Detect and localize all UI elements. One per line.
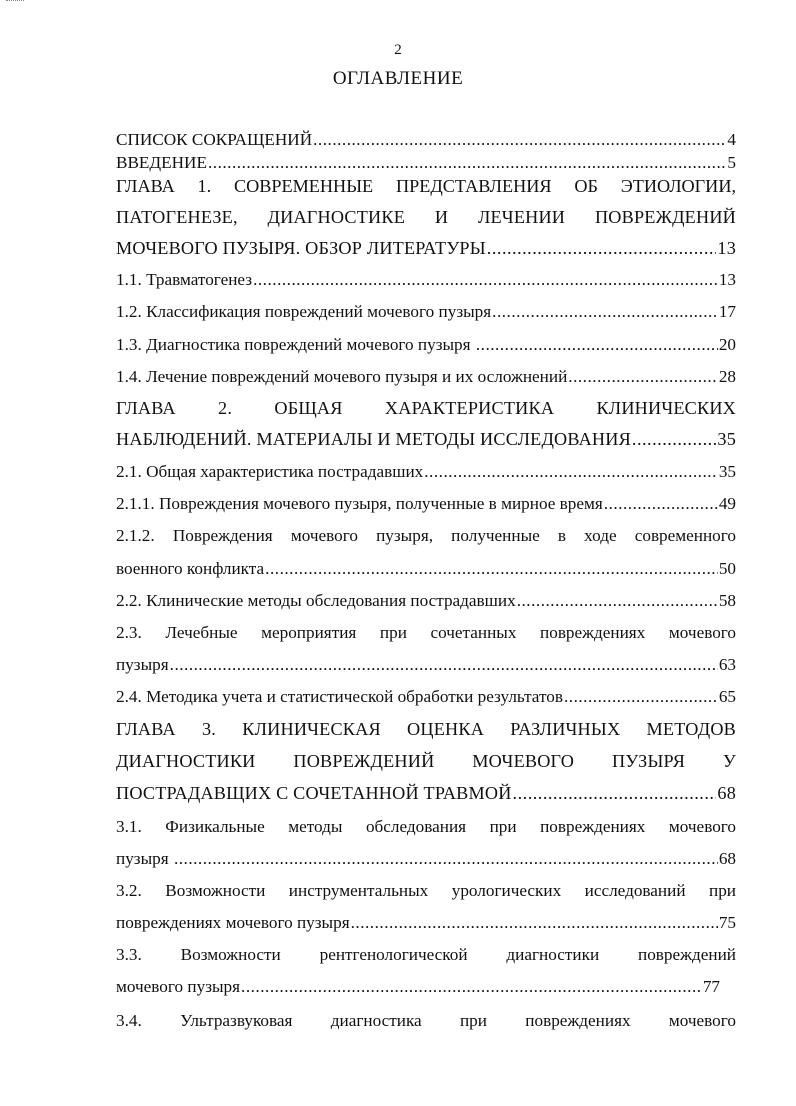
toc-entry-text: 1.1. Травматогенез: [116, 270, 253, 289]
toc-entry-introduction[interactable]: [116, 151, 736, 175]
toc-leader-dots: [568, 365, 718, 389]
toc-entry-2-4[interactable]: [116, 685, 736, 709]
toc-page-number: 68: [718, 849, 736, 868]
toc-entry-3-1-line-1[interactable]: 3.1. Физикальные методы обследования при повреждениях мочевого: [116, 817, 736, 836]
toc-entry-text: 1.3. Диагностика повреждений мочевого пузыря: [116, 335, 475, 354]
toc-entry-text: 1.2. Классификация повреждений мочевого пузыря: [116, 302, 492, 321]
toc-entry-text: МОЧЕВОГО ПУЗЫРЯ. ОБЗОР ЛИТЕРАТУРЫ: [116, 238, 486, 258]
toc-entry-text: 2.1.1. Повреждения мочевого пузыря, полученные в мирное время: [116, 494, 603, 513]
toc-entry-3-4-line-1[interactable]: 3.4. Ультразвуковая диагностика при повреждениях мочевого: [116, 1011, 736, 1030]
toc-entry-text: военного конфликта: [116, 559, 265, 578]
toc-page-number: 20: [718, 335, 736, 354]
toc-chapter-3-line-3[interactable]: [116, 781, 736, 805]
toc-entry-3-1-line-2[interactable]: [116, 847, 736, 871]
toc-leader-dots: [476, 333, 718, 357]
toc-page-number: 75: [718, 913, 736, 932]
toc-page-number: 50: [718, 559, 736, 578]
toc-entry-text: 2.2. Клинические методы обследования пострадавших: [116, 591, 516, 610]
toc-leader-dots: [241, 975, 702, 999]
toc-page-number: 35: [717, 429, 736, 449]
toc-entry-text: пузыря: [116, 849, 173, 868]
toc-page-number: 4: [727, 130, 736, 149]
toc-leader-dots: [564, 685, 718, 709]
toc-entry-1-4[interactable]: [116, 365, 736, 389]
toc-entry-text: СПИСОК СОКРАЩЕНИЙ: [116, 130, 313, 149]
toc-entry-text: ПОСТРАДАВЩИХ С СОЧЕТАННОЙ ТРАВМОЙ: [116, 783, 512, 803]
toc-page-number: 28: [718, 367, 736, 386]
toc-entry-3-3-line-2[interactable]: [116, 975, 720, 999]
toc-entry-3-2-line-1[interactable]: 3.2. Возможности инструментальных урологических исследований при: [116, 881, 736, 900]
toc-page-number: 63: [718, 655, 736, 674]
toc-chapter-3-line-2[interactable]: ДИАГНОСТИКИ ПОВРЕЖДЕНИЙ МОЧЕВОГО ПУЗЫРЯ У: [116, 751, 736, 771]
toc-entry-3-2-line-2[interactable]: [116, 911, 736, 935]
toc-page-number: 58: [718, 591, 736, 610]
toc-chapter-1-line-2[interactable]: ПАТОГЕНЕЗЕ, ДИАГНОСТИКЕ И ЛЕЧЕНИИ ПОВРЕЖДЕНИЙ: [116, 207, 736, 227]
toc-page-number: 77: [702, 977, 720, 996]
toc-entry-text: 2.4. Методика учета и статистической обработки результатов: [116, 687, 563, 706]
toc-leader-dots: [351, 911, 718, 935]
toc-entry-3-3-line-1[interactable]: 3.3. Возможности рентгенологической диагностики повреждений: [116, 945, 736, 964]
toc-page-number: 13: [717, 238, 736, 258]
toc-entry-2-3-line-2[interactable]: [116, 653, 736, 677]
toc-page-number: 49: [718, 494, 736, 513]
page-title: ОГЛАВЛЕНИЕ: [332, 68, 464, 89]
toc-leader-dots: [487, 236, 717, 260]
toc-leader-dots: [632, 427, 717, 451]
toc-page-number: 68: [717, 783, 736, 803]
toc-leader-dots: [517, 589, 718, 613]
toc-page-number: 17: [718, 302, 736, 321]
toc-entry-text: ВВЕДЕНИЕ: [116, 153, 207, 172]
page-number: 2: [394, 42, 402, 58]
toc-page-number: 65: [718, 687, 736, 706]
toc-entry-1-2[interactable]: [116, 300, 736, 324]
toc-entry-1-1[interactable]: [116, 268, 736, 292]
toc-leader-dots: [265, 557, 718, 581]
toc-chapter-2-line-2[interactable]: [116, 427, 736, 451]
toc-entry-text: НАБЛЮДЕНИЙ. МАТЕРИАЛЫ И МЕТОДЫ ИССЛЕДОВАНИЯ: [116, 429, 631, 449]
toc-entry-text: мочевого пузыря: [116, 977, 241, 996]
toc-chapter-1-line-1[interactable]: ГЛАВА 1. СОВРЕМЕННЫЕ ПРЕДСТАВЛЕНИЯ ОБ ЭТИОЛОГИИ,: [116, 176, 736, 196]
toc-leader-dots: [170, 653, 718, 677]
toc-leader-dots: [492, 300, 718, 324]
toc-entry-2-1-2-line-2[interactable]: [116, 557, 736, 581]
toc-leader-dots: [313, 128, 726, 152]
toc-chapter-3-line-1[interactable]: ГЛАВА 3. КЛИНИЧЕСКАЯ ОЦЕНКА РАЗЛИЧНЫХ МЕТОДОВ: [116, 719, 736, 739]
toc-entry-2-1-2-line-1[interactable]: 2.1.2. Повреждения мочевого пузыря, полученные в ходе современного: [116, 526, 736, 545]
toc-leader-dots: [253, 268, 718, 292]
toc-entry-abbreviations[interactable]: [116, 128, 736, 152]
toc-entry-2-1[interactable]: [116, 460, 736, 484]
toc-leader-dots: [208, 151, 726, 175]
toc-page-number: 5: [727, 153, 736, 172]
toc-entry-text: пузыря: [116, 655, 169, 674]
toc-entry-text: 1.4. Лечение повреждений мочевого пузыря и их осложнений: [116, 367, 568, 386]
toc-page-number: 35: [718, 462, 736, 481]
scan-artifact: [6, 0, 24, 3]
toc-chapter-1-line-3[interactable]: [116, 236, 736, 260]
toc-page-number: 13: [718, 270, 736, 289]
toc-entry-2-1-1[interactable]: [116, 492, 736, 516]
toc-entry-2-2[interactable]: [116, 589, 736, 613]
toc-entry-text: повреждениях мочевого пузыря: [116, 913, 350, 932]
toc-leader-dots: [604, 492, 718, 516]
toc-leader-dots: [174, 847, 718, 871]
toc-entry-2-3-line-1[interactable]: 2.3. Лечебные мероприятия при сочетанных повреждениях мочевого: [116, 623, 736, 642]
toc-entry-1-3[interactable]: [116, 333, 736, 357]
toc-entry-text: 2.1. Общая характеристика пострадавших: [116, 462, 424, 481]
toc-leader-dots: [424, 460, 718, 484]
toc-chapter-2-line-1[interactable]: ГЛАВА 2. ОБЩАЯ ХАРАКТЕРИСТИКА КЛИНИЧЕСКИХ: [116, 398, 736, 418]
toc-leader-dots: [513, 781, 717, 805]
